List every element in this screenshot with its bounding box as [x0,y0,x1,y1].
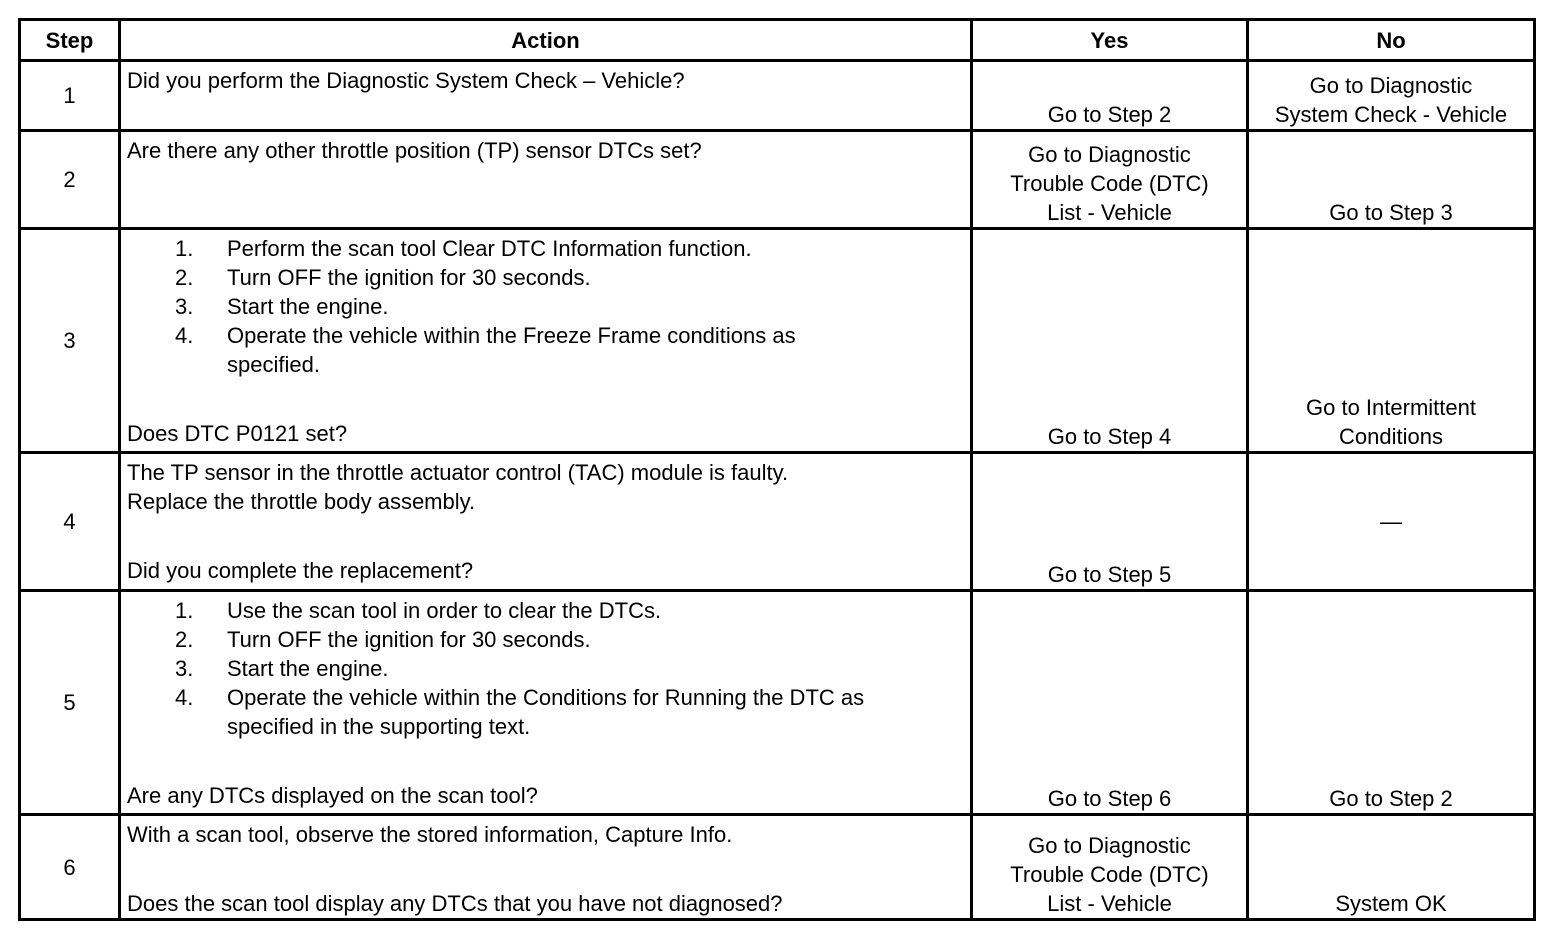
list-item [175,625,970,654]
list-item [175,654,970,683]
list-text: Turn OFF the ignition for 30 seconds. [227,265,591,290]
list-text: Operate the vehicle within the Conditions for Running the DTC as specified in the supporting text. [227,685,865,739]
action-text: Did you perform the Diagnostic System Check – Vehicle? [127,68,685,93]
no-text: System OK [1335,891,1447,916]
step-number: 6 [20,815,120,920]
no-cell [1248,131,1535,229]
no-cell [1248,591,1535,815]
list-number: 4. [175,323,194,348]
question-text: Are any DTCs displayed on the scan tool? [127,783,538,808]
step-number: 5 [20,591,120,815]
question-text: Does the scan tool display any DTCs that you have not diagnosed? [127,891,783,916]
table-row [20,229,1535,453]
list-text: Perform the scan tool Clear DTC Information function. [227,236,752,261]
action-cell [120,61,972,131]
list-text: Turn OFF the ignition for 30 seconds. [227,627,591,652]
header-row [20,20,1535,61]
no-cell [1248,815,1535,920]
list-number: 1. [175,236,194,261]
list-item [175,321,970,379]
no-text: Go to Step 3 [1329,200,1453,225]
yes-cell [972,131,1248,229]
no-text-line1: Go to Intermittent [1306,395,1476,420]
list-number: 2. [175,627,194,652]
action-text: With a scan tool, observe the stored information, Capture Info. [127,822,733,847]
list-number: 4. [175,685,194,710]
list-item [175,683,970,741]
action-cell [120,815,972,920]
list-item [175,596,970,625]
yes-cell [972,61,1248,131]
yes-text: Go to Step 6 [1047,786,1172,811]
yes-text: Go to Step 2 [1047,102,1172,127]
yes-text-line2: Trouble Code (DTC) [1010,862,1209,887]
list-number: 3. [175,294,194,319]
yes-text-line1: Go to Diagnostic [1028,833,1191,858]
step-number: 4 [20,453,120,591]
yes-cell [972,591,1248,815]
action-text-line2: Replace the throttle body assembly. [127,489,476,514]
step-number: 1 [20,61,120,131]
action-cell [120,131,972,229]
procedure-list [127,234,970,379]
table-row [20,61,1535,131]
yes-text-line2: Trouble Code (DTC) [1010,171,1209,196]
no-text: — [1380,509,1402,534]
list-text: Start the engine. [227,294,389,319]
yes-text-line3: List - Vehicle [1047,891,1172,916]
no-cell [1248,453,1535,591]
no-text-line2: Conditions [1339,424,1443,449]
list-item [175,292,970,321]
no-cell [1248,61,1535,131]
table-row [20,131,1535,229]
no-text-line2: System Check - Vehicle [1274,102,1508,127]
action-cell [120,591,972,815]
list-text: Start the engine. [227,656,389,681]
action-cell [120,453,972,591]
list-number: 3. [175,656,194,681]
table-row [20,591,1535,815]
diagnostic-table [18,18,1536,921]
list-number: 1. [175,598,194,623]
yes-text-line1: Go to Diagnostic [1028,142,1191,167]
header-step: Step [20,20,120,61]
table-row [20,815,1535,920]
step-number: 2 [20,131,120,229]
header-no: No [1248,20,1535,61]
yes-text: Go to Step 4 [1047,424,1172,449]
no-text-line1: Go to Diagnostic [1309,73,1473,98]
list-number: 2. [175,265,194,290]
header-yes: Yes [972,20,1248,61]
action-text-line1: The TP sensor in the throttle actuator control (TAC) module is faulty. [127,460,789,485]
table-row [20,453,1535,591]
no-cell [1248,229,1535,453]
step-number: 3 [20,229,120,453]
action-text: Are there any other throttle position (TP) sensor DTCs set? [127,138,702,163]
action-cell [120,229,972,453]
header-action: Action [120,20,972,61]
question-text: Does DTC P0121 set? [127,421,348,446]
yes-cell [972,815,1248,920]
yes-cell [972,453,1248,591]
list-item [175,263,970,292]
list-text: Use the scan tool in order to clear the DTCs. [227,598,662,623]
yes-text-line3: List - Vehicle [1047,200,1172,225]
yes-text: Go to Step 5 [1047,562,1172,587]
no-text: Go to Step 2 [1329,786,1453,811]
question-text: Did you complete the replacement? [127,558,474,583]
list-item [175,234,970,263]
yes-cell [972,229,1248,453]
list-text: Operate the vehicle within the Freeze Frame conditions as specified. [227,323,796,377]
procedure-list [127,596,970,741]
